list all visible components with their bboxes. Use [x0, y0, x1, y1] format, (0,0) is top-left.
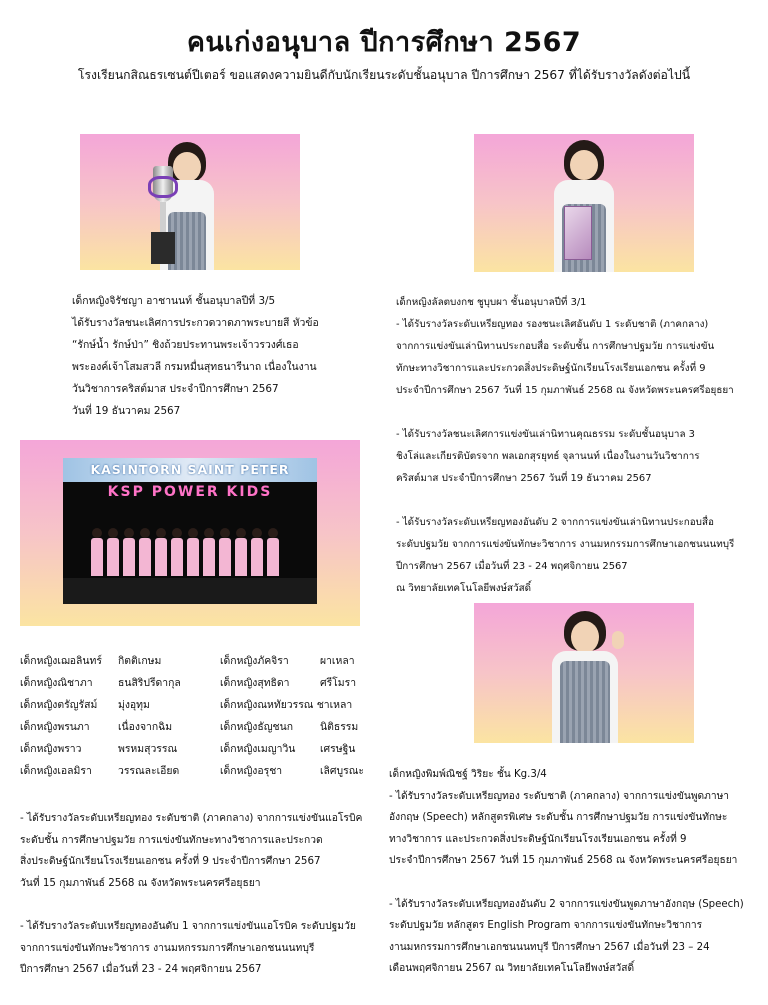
- name-row: เด็กหญิงตรัญรัสม์ มุ่งอุทุม เด็กหญิงณหทัยวรรณ ชาเหลา: [20, 699, 353, 711]
- group-names-table: [20, 650, 380, 782]
- waving-hand-icon: [612, 631, 624, 649]
- name-row: เด็กหญิงเอลมิรา วรรณละเอียด เด็กหญิงอรุชา เลิศบูรณะ: [20, 765, 364, 777]
- student3-text: เด็กหญิงพิมพ์ณิชฐ์ วิริยะ ชั้น Kg.3/4 - ได้รับรางวัลระดับเหรียญทอง ระดับชาติ (ภาคกลาง) จากการแข่งขันพูดภาษา อังกฤษ (Speech) หลักสูตรพิเศษ ระดับชั้น การศึกษาปฐมวัย การแข่งขันทักษะ ทางวิชาการ และประกวดสิ่งประดิษฐ์นักเรียนโรงเรียนเอกชน ครั้งที่ 9 ประจำปีการศึกษา 2567 วันที่ 15 กุมภาพันธ์ 2568 ณ จังหวัดพระนครศรีอยุธยา - ได้รับรางวัลระดับเหรียญทองอันดับ 2 จากการแข่งขันพูดภาษาอังกฤษ (Speech) ระดับปฐมวัย หลักสูตร English Program จากการแข่งขันทักษะวิชาการ งานมหกรรมการศึกษาเอกชนนนทบุรี ปีการศึกษา 2567 เมื่อวันที่ 23 – 24 เดือนพฤศจิกายน 2567 ณ วิทยาลัยเทคโนโลยีพงษ์สวัสดิ์: [389, 769, 744, 975]
- name-row: เด็กหญิงพรนภา เนื่องจากฉิม เด็กหญิงธัญชนก นิติธรรม: [20, 721, 359, 733]
- page-title: คนเก่งอนุบาล ปีการศึกษา 2567: [186, 27, 582, 58]
- group-photo: [20, 440, 360, 626]
- student2-text: เด็กหญิงลัลตบงกช ชูบุบผา ชั้นอนุบาลปีที่ 3/1 - ได้รับรางวัลระดับเหรียญทอง รองชนะเลิศอันดับ 1 ระดับชาติ (ภาคกลาง) จากการแข่งขันเล่านิทานประกอบสื่อ ระดับชั้น การศึกษาปฐมวัย การแข่งขัน ทักษะทางวิชาการและประกวดสิ่งประดิษฐ์นักเรียนโรงเรียนเอกชน ครั้งที่ 9 ประจำปีการศึกษา 2567 วันที่ 15 กุมภาพันธ์ 2568 ณ จังหวัดพระนครศรีอยุธยา - ได้รับรางวัลชนะเลิศการแข่งขันเล่านิทานคุณธรรม ระดับชั้นอนุบาล 3 ชิงโล่และเกียรติบัตรจาก พลเอกสุรยุทธ์ จุลานนท์ เนื่องในงานวันวิชาการ คริสต์มาส ประจำปีการศึกษา 2567 วันที่ 19 ธันวาคม 2567 - ได้รับรางวัลระดับเหรียญทองอันดับ 2 จากการแข่งขันเล่านิทานประกอบสื่อ ระดับปฐมวัย จากการแข่งขันทักษะวิชาการ งานมหกรรมการศึกษาเอกชนนนทบุรี ปีการศึกษา 2567 เมื่อวันที่ 23 - 24 พฤศจิกายน 2567 ณ วิทยาลัยเทคโนโลยีพงษ์สวัสดิ์: [396, 297, 735, 594]
- name-row: เด็กหญิงเฌอลินทร์ กิตติเกษม เด็กหญิงภัคจิรา ผาเหลา: [20, 655, 355, 667]
- student3-photo: [474, 603, 694, 743]
- trophy-icon: [148, 166, 178, 264]
- name-row: เด็กหญิงณิชาภา ธนสิริปรีดากุล เด็กหญิงสุทธิดา ศรีโมรา: [20, 677, 357, 689]
- student1-text: เด็กหญิงจิรัชญา อาชานนท์ ชั้นอนุบาลปีที่ 3/5 ได้รับรางวัลชนะเลิศการประกวดวาดภาพระบายสี หัวข้อ “รักษ์น้ำ รักษ์ป่า” ชิงถ้วยประทานพระเจ้าวรวงศ์เธอ พระองค์เจ้าโสมสวลี กรมหมื่นสุทธนารีนาถ เนื่องในงาน วันวิชาการคริสต์มาส ประจำปีการศึกษา 2567 วันที่ 19 ธันวาคม 2567: [72, 295, 319, 417]
- stage-banner-title: KSP POWER KIDS: [107, 484, 273, 500]
- stage-banner: KASINTORN SAINT PETER: [63, 458, 317, 482]
- page-subtitle: โรงเรียนกสิณธรเซนต์ปีเตอร์ ขอแสดงความยินดีกับนักเรียนระดับชั้นอนุบาล ปีการศึกษา 2567 ที่ได้รับรางวัลดังต่อไปนี้: [77, 68, 691, 82]
- student1-photo: [80, 134, 300, 270]
- name-row: เด็กหญิงพราว พรหมสุวรรณ เด็กหญิงเมญาวิน เศรษฐิน: [20, 743, 356, 755]
- award-plaque-icon: [564, 206, 592, 260]
- student2-photo: [474, 134, 694, 272]
- group-awards-text: - ได้รับรางวัลระดับเหรียญทอง ระดับชาติ (ภาคกลาง) จากการแข่งขันแอโรบิค ระดับชั้น การศึกษาปฐมวัย การแข่งขันทักษะทางวิชาการและประกวด สิ่งประดิษฐ์นักเรียนโรงเรียนเอกชน ครั้งที่ 9 ประจำปีการศึกษา 2567 วันที่ 15 กุมภาพันธ์ 2568 ณ จังหวัดพระนครศรีอยุธยา - ได้รับรางวัลระดับเหรียญทองอันดับ 1 จากการแข่งขันแอโรบิค ระดับปฐมวัย จากการแข่งขันทักษะวิชาการ งานมหกรรมการศึกษาเอกชนนนทบุรี ปีการศึกษา 2567 เมื่อวันที่ 23 - 24 พฤศจิกายน 2567: [20, 812, 363, 976]
